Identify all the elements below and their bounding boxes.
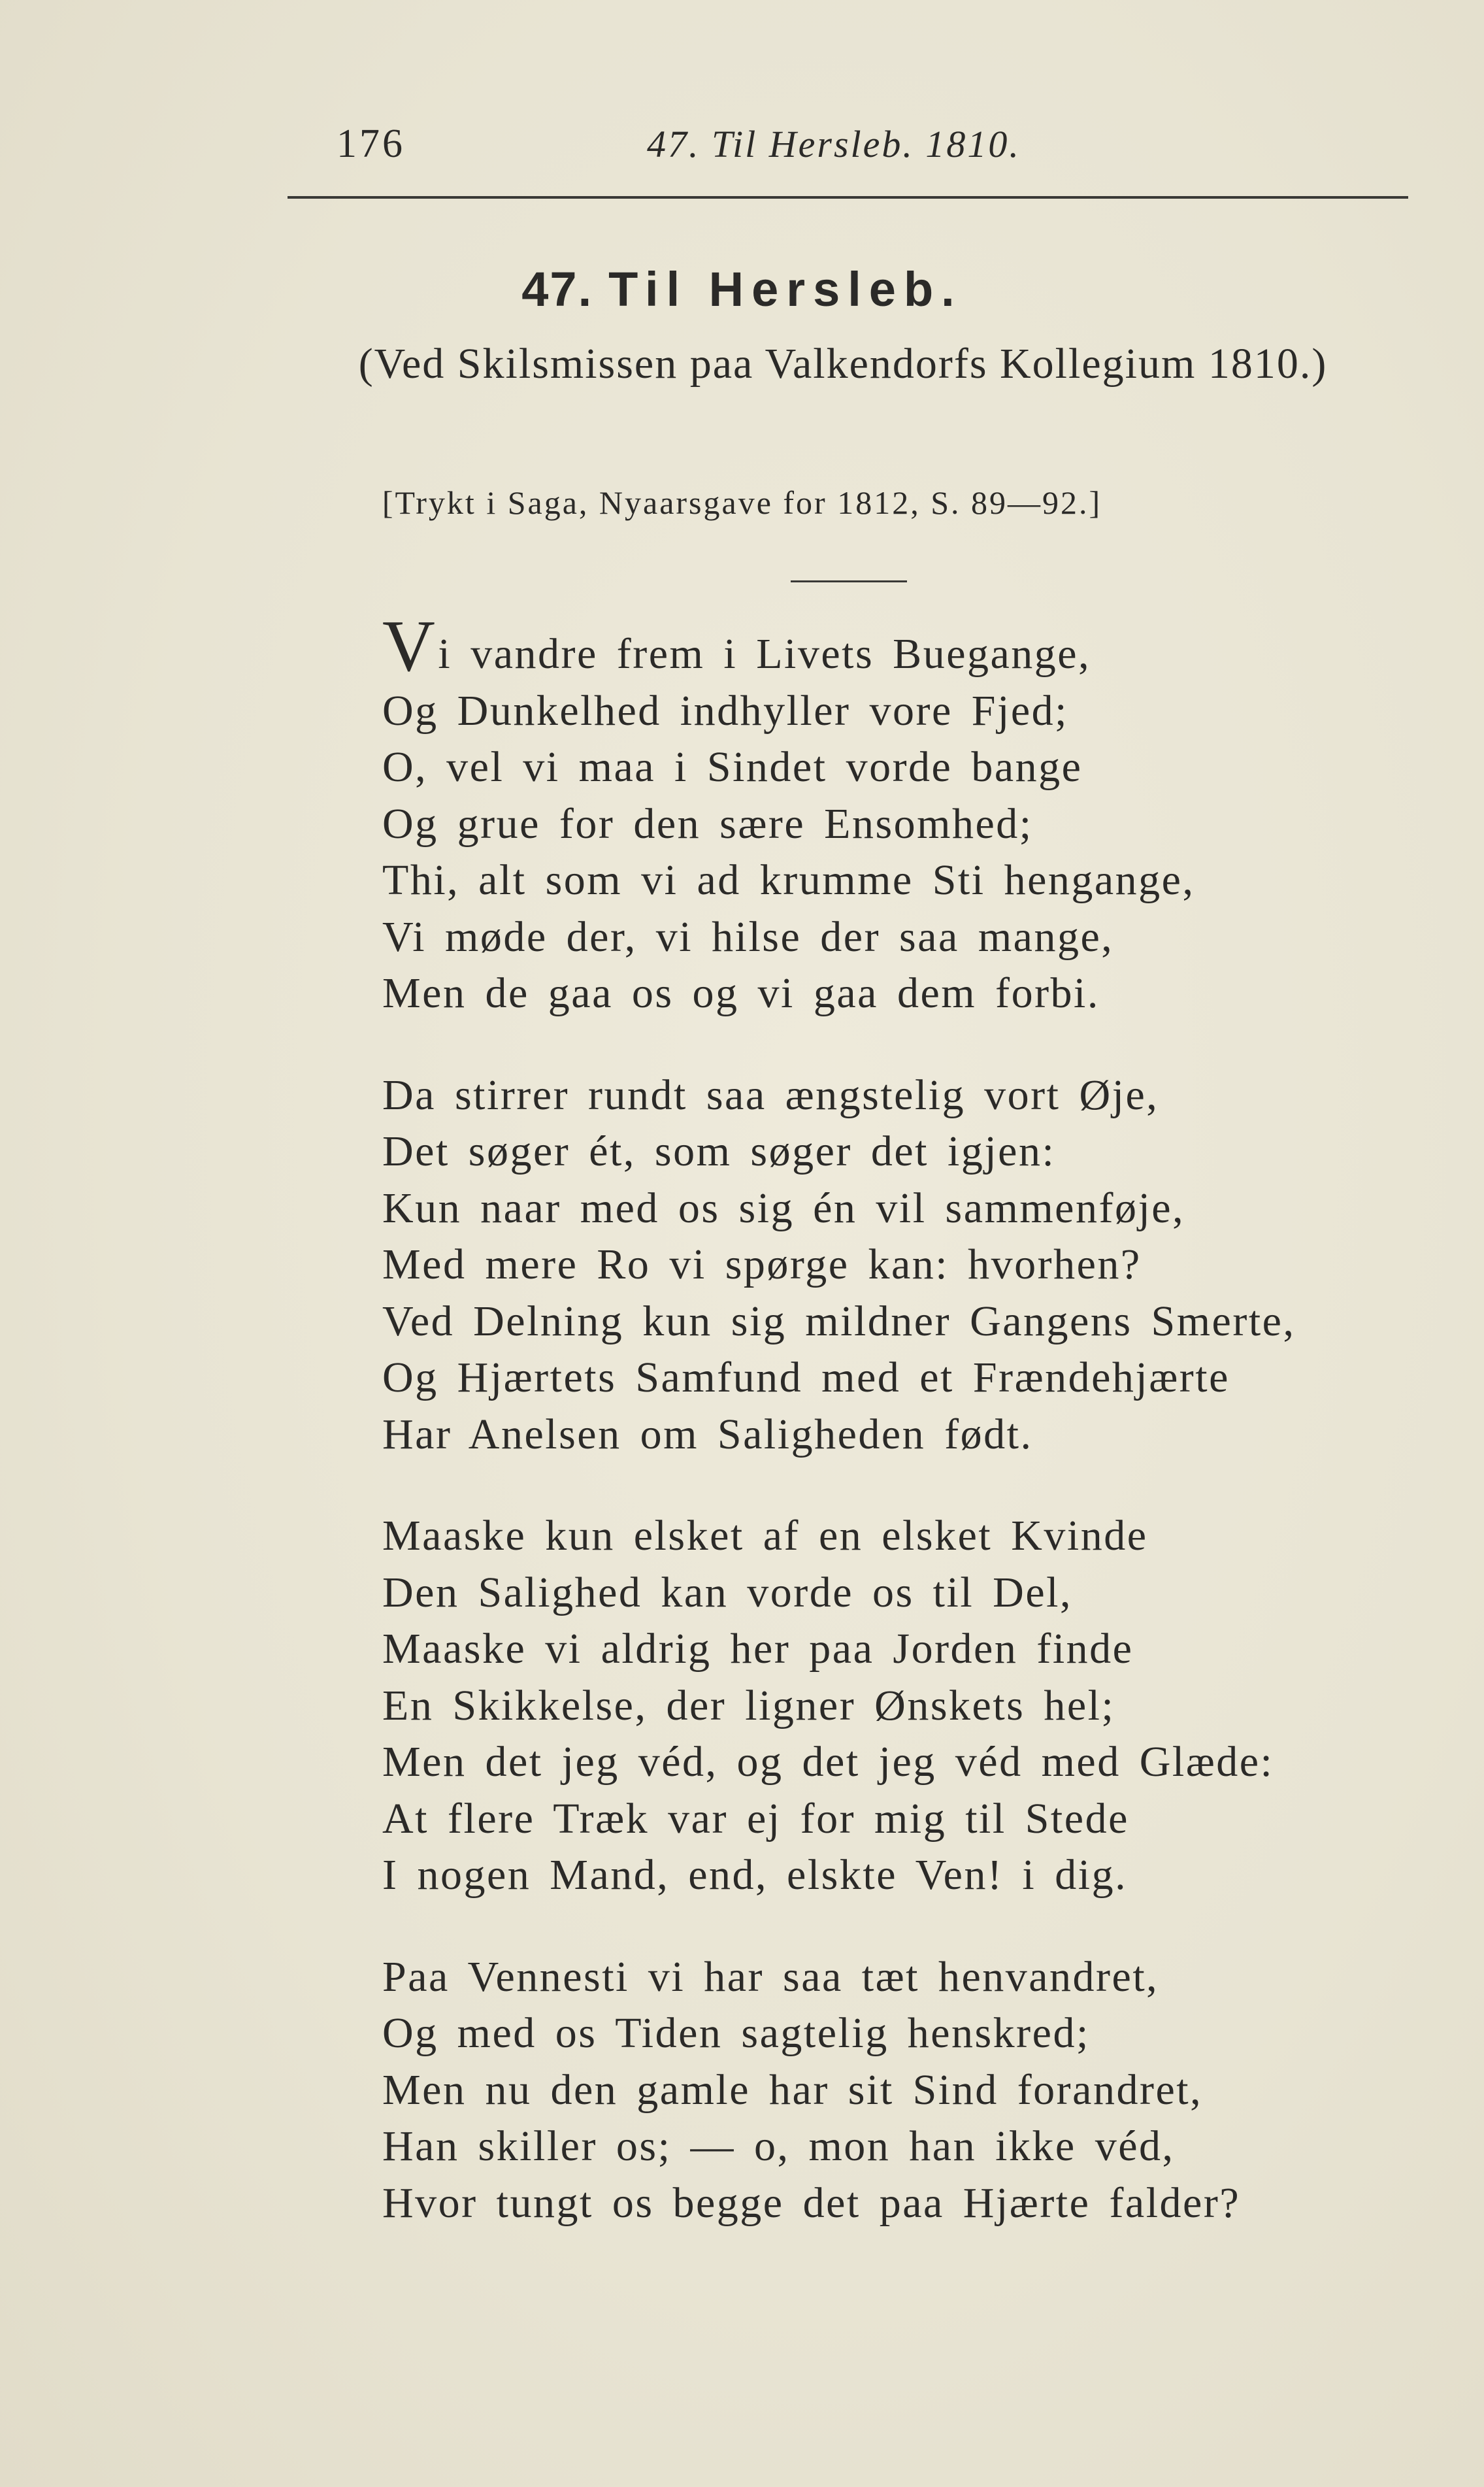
verse-line: Ved Delning kun sig mildner Gangens Smerte, bbox=[382, 1297, 1296, 1345]
page-number: 176 bbox=[337, 122, 405, 166]
verse-line: Maaske kun elsket af en elsket Kvinde bbox=[382, 1512, 1148, 1560]
header-rule bbox=[288, 196, 1408, 199]
stanza-1 bbox=[382, 606, 1441, 1022]
verse-line bbox=[382, 606, 1441, 687]
stanza-4 bbox=[382, 1949, 1441, 2232]
verse-line: Da stirrer rundt saa ængstelig vort Øje, bbox=[382, 1071, 1159, 1119]
poem-subtitle: (Ved Skilsmissen paa Valkendorfs Kollegium 1810.) bbox=[358, 340, 1328, 388]
verse-line: Paa Vennesti vi har saa tæt henvandret, bbox=[382, 1952, 1159, 2001]
verse-line: En Skikkelse, der ligner Ønskets hel; bbox=[382, 1681, 1115, 1729]
verse-line: Med mere Ro vi spørge kan: hvorhen? bbox=[382, 1241, 1142, 1288]
verse-line: Men de gaa os og vi gaa dem forbi. bbox=[382, 969, 1100, 1017]
stanza-2 bbox=[382, 1067, 1441, 1463]
verse-line: Og med os Tiden sagtelig henskred; bbox=[382, 2009, 1090, 2057]
verse-line: At flere Træk var ej for mig til Stede bbox=[382, 1794, 1129, 1843]
running-title: 47. Til Hersleb. 1810. bbox=[647, 123, 1021, 165]
verse-line: Men det jeg véd, og det jeg véd med Glæde: bbox=[382, 1738, 1274, 1786]
drop-cap: V bbox=[382, 606, 437, 687]
poem-body bbox=[382, 606, 1441, 2277]
verse-line: Har Anelsen om Saligheden født. bbox=[382, 1410, 1033, 1458]
running-header bbox=[0, 121, 1484, 173]
verse-line: O, vel vi maa i Sindet vorde bange bbox=[382, 743, 1083, 791]
verse-line: Og Dunkelhed indhyller vore Fjed; bbox=[382, 686, 1068, 735]
stanza-3 bbox=[382, 1508, 1441, 1904]
verse-line: I nogen Mand, end, elskte Ven! i dig. bbox=[382, 1851, 1128, 1899]
poem-number: 47. bbox=[521, 262, 593, 316]
verse-line: Den Salighed kan vorde os til Del, bbox=[382, 1568, 1072, 1616]
verse-line: Og Hjærtets Samfund med et Frændehjærte bbox=[382, 1354, 1230, 1401]
verse-line: Maaske vi aldrig her paa Jorden finde bbox=[382, 1625, 1134, 1673]
verse-line: Thi, alt som vi ad krumme Sti hengange, bbox=[382, 856, 1195, 904]
verse-line: Han skiller os; — o, mon han ikke véd, bbox=[382, 2122, 1175, 2170]
first-line-text: i vandre frem i Livets Buegange, bbox=[438, 630, 1091, 678]
verse-line: Vi møde der, vi hilse der saa mange, bbox=[382, 912, 1114, 961]
verse-line: Det søger ét, som søger det igjen: bbox=[382, 1127, 1056, 1175]
verse-line: Kun naar med os sig én vil sammenføje, bbox=[382, 1184, 1185, 1232]
verse-line: Men nu den gamle har sit Sind forandret, bbox=[382, 2065, 1203, 2114]
poem-title bbox=[0, 261, 1484, 317]
heading-rule bbox=[791, 580, 907, 582]
verse-line: Og grue for den sære Ensomhed; bbox=[382, 799, 1033, 848]
poem-title-text: Til Hersleb. bbox=[608, 262, 963, 316]
verse-line: Hvor tungt os begge det paa Hjærte falder? bbox=[382, 2178, 1241, 2227]
publication-note: [Trykt i Saga, Nyaarsgave for 1812, S. 89—92.] bbox=[382, 484, 1102, 521]
